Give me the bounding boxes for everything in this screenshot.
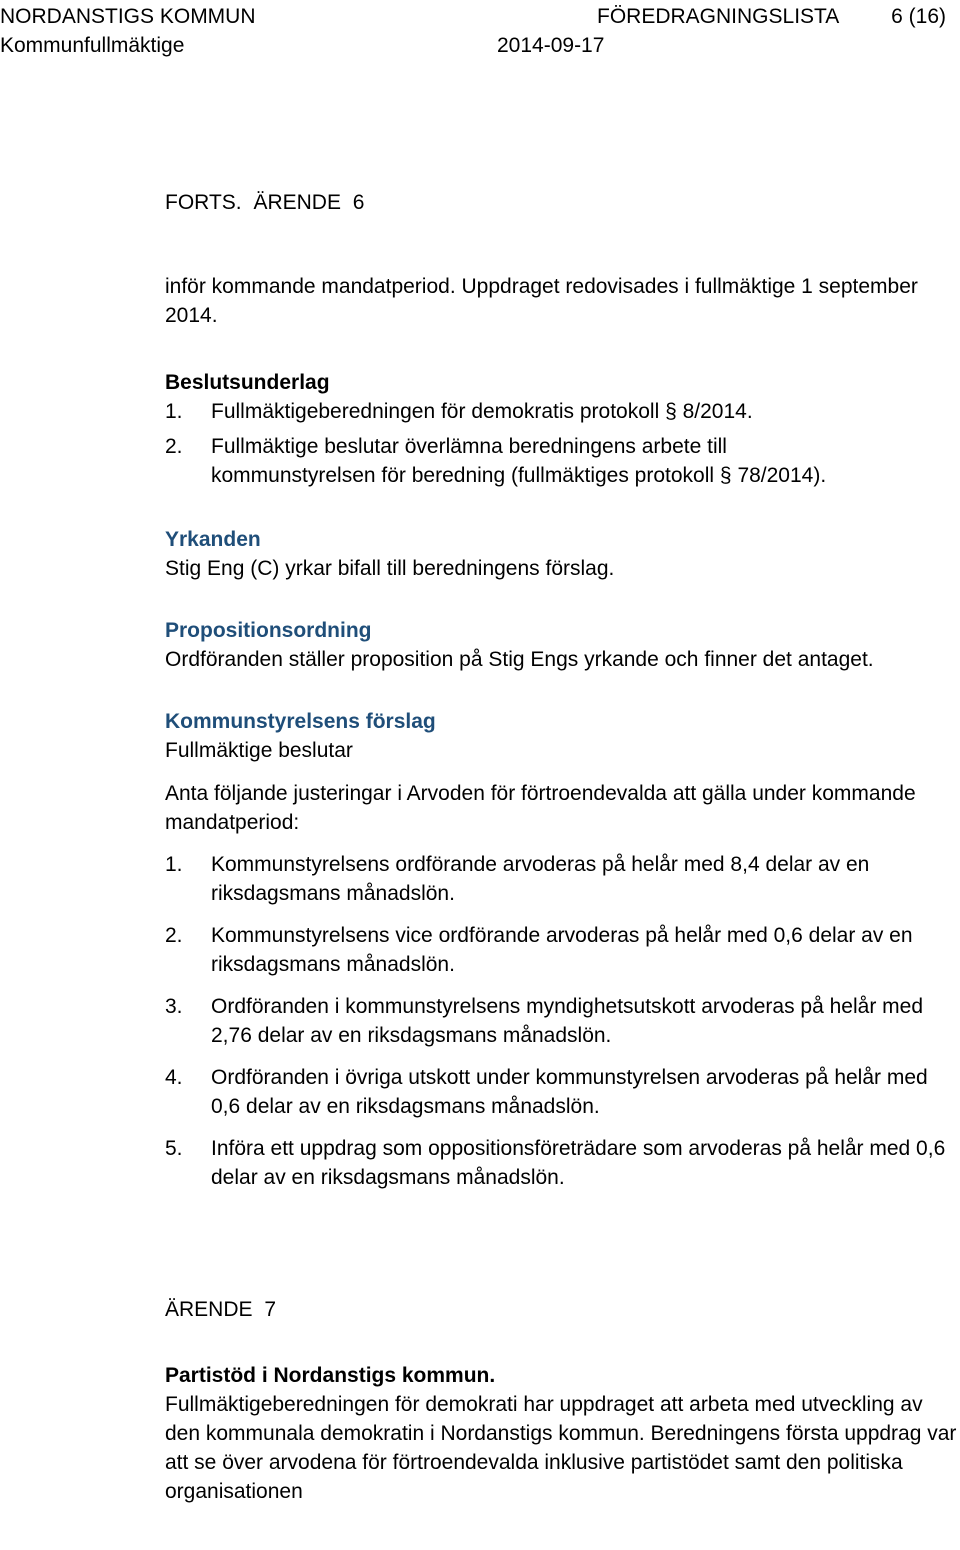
beslutsunderlag-list (165, 397, 960, 490)
list-item: 1. Kommunstyrelsens ordförande arvoderas på helår med 8,4 delar av en riksdagsmans månadslön. (165, 853, 870, 905)
forslag-heading: Kommunstyrelsens förslag (165, 710, 436, 733)
propositionsordning-heading: Propositionsordning (165, 619, 372, 642)
section-sign: § (665, 400, 677, 423)
arende7-label: ÄRENDE 7 (165, 1298, 277, 1321)
header-doc-title: FÖREDRAGNINGSLISTA (597, 5, 840, 28)
list-item: 2. Kommunstyrelsens vice ordförande arvoderas på helår med 0,6 delar av en riksdagsmans månadslön. (165, 924, 913, 976)
arende7-text: Fullmäktigeberedningen för demokrati har uppdraget att arbeta med utveckling av den kommunala demokratin i Nordanstigs kommun. Beredningens första uppdrag var att se över arvodena för förtroendevalda inklusive partistödet samt den politiska organisationen (165, 1393, 957, 1503)
header-date: 2014-09-17 (497, 34, 605, 57)
list-item: 2. Fullmäktige beslutar överlämna beredningens arbete till kommunstyrelsen för beredning (fullmäktiges protokoll § 78/2014). (165, 435, 827, 487)
document-body (165, 188, 960, 1506)
forslag-subheading: Fullmäktige beslutar (165, 739, 353, 762)
continuation-intro: inför kommande mandatperiod. Uppdraget redovisades i fullmäktige 1 september 2014. (165, 275, 918, 327)
continuation-label: FORTS. ÄRENDE 6 (165, 191, 365, 214)
arende7-title: Partistöd i Nordanstigs kommun. (165, 1364, 496, 1387)
header-page-number: 6 (16) (891, 5, 946, 28)
forslag-list (165, 850, 960, 1192)
list-item: 1. Fullmäktigeberedningen för demokratis protokoll § 8/2014. (165, 400, 753, 423)
beslutsunderlag-heading: Beslutsunderlag (165, 371, 330, 394)
yrkanden-heading: Yrkanden (165, 528, 261, 551)
section-sign: § (719, 464, 732, 487)
page-header (0, 2, 960, 60)
header-org: NORDANSTIGS KOMMUN (0, 5, 256, 28)
forslag-intro: Anta följande justeringar i Arvoden för förtroendevalda att gälla under kommande mandatperiod: (165, 782, 916, 834)
list-item: 4. Ordföranden i övriga utskott under kommunstyrelsen arvoderas på helår med 0,6 delar av en riksdagsmans månadslön. (165, 1066, 928, 1118)
list-item: 5. Införa ett uppdrag som oppositionsföreträdare som arvoderas på helår med 0,6 delar av en riksdagsmans månadslön. (165, 1137, 946, 1189)
propositionsordning-text: Ordföranden ställer proposition på Stig Engs yrkande och finner det antaget. (165, 648, 874, 671)
list-item: 3. Ordföranden i kommunstyrelsens myndighetsutskott arvoderas på helår med 2,76 delar av en riksdagsmans månadslön. (165, 995, 924, 1047)
header-body: Kommunfullmäktige (0, 34, 185, 57)
yrkanden-text: Stig Eng (C) yrkar bifall till beredningens förslag. (165, 557, 615, 580)
